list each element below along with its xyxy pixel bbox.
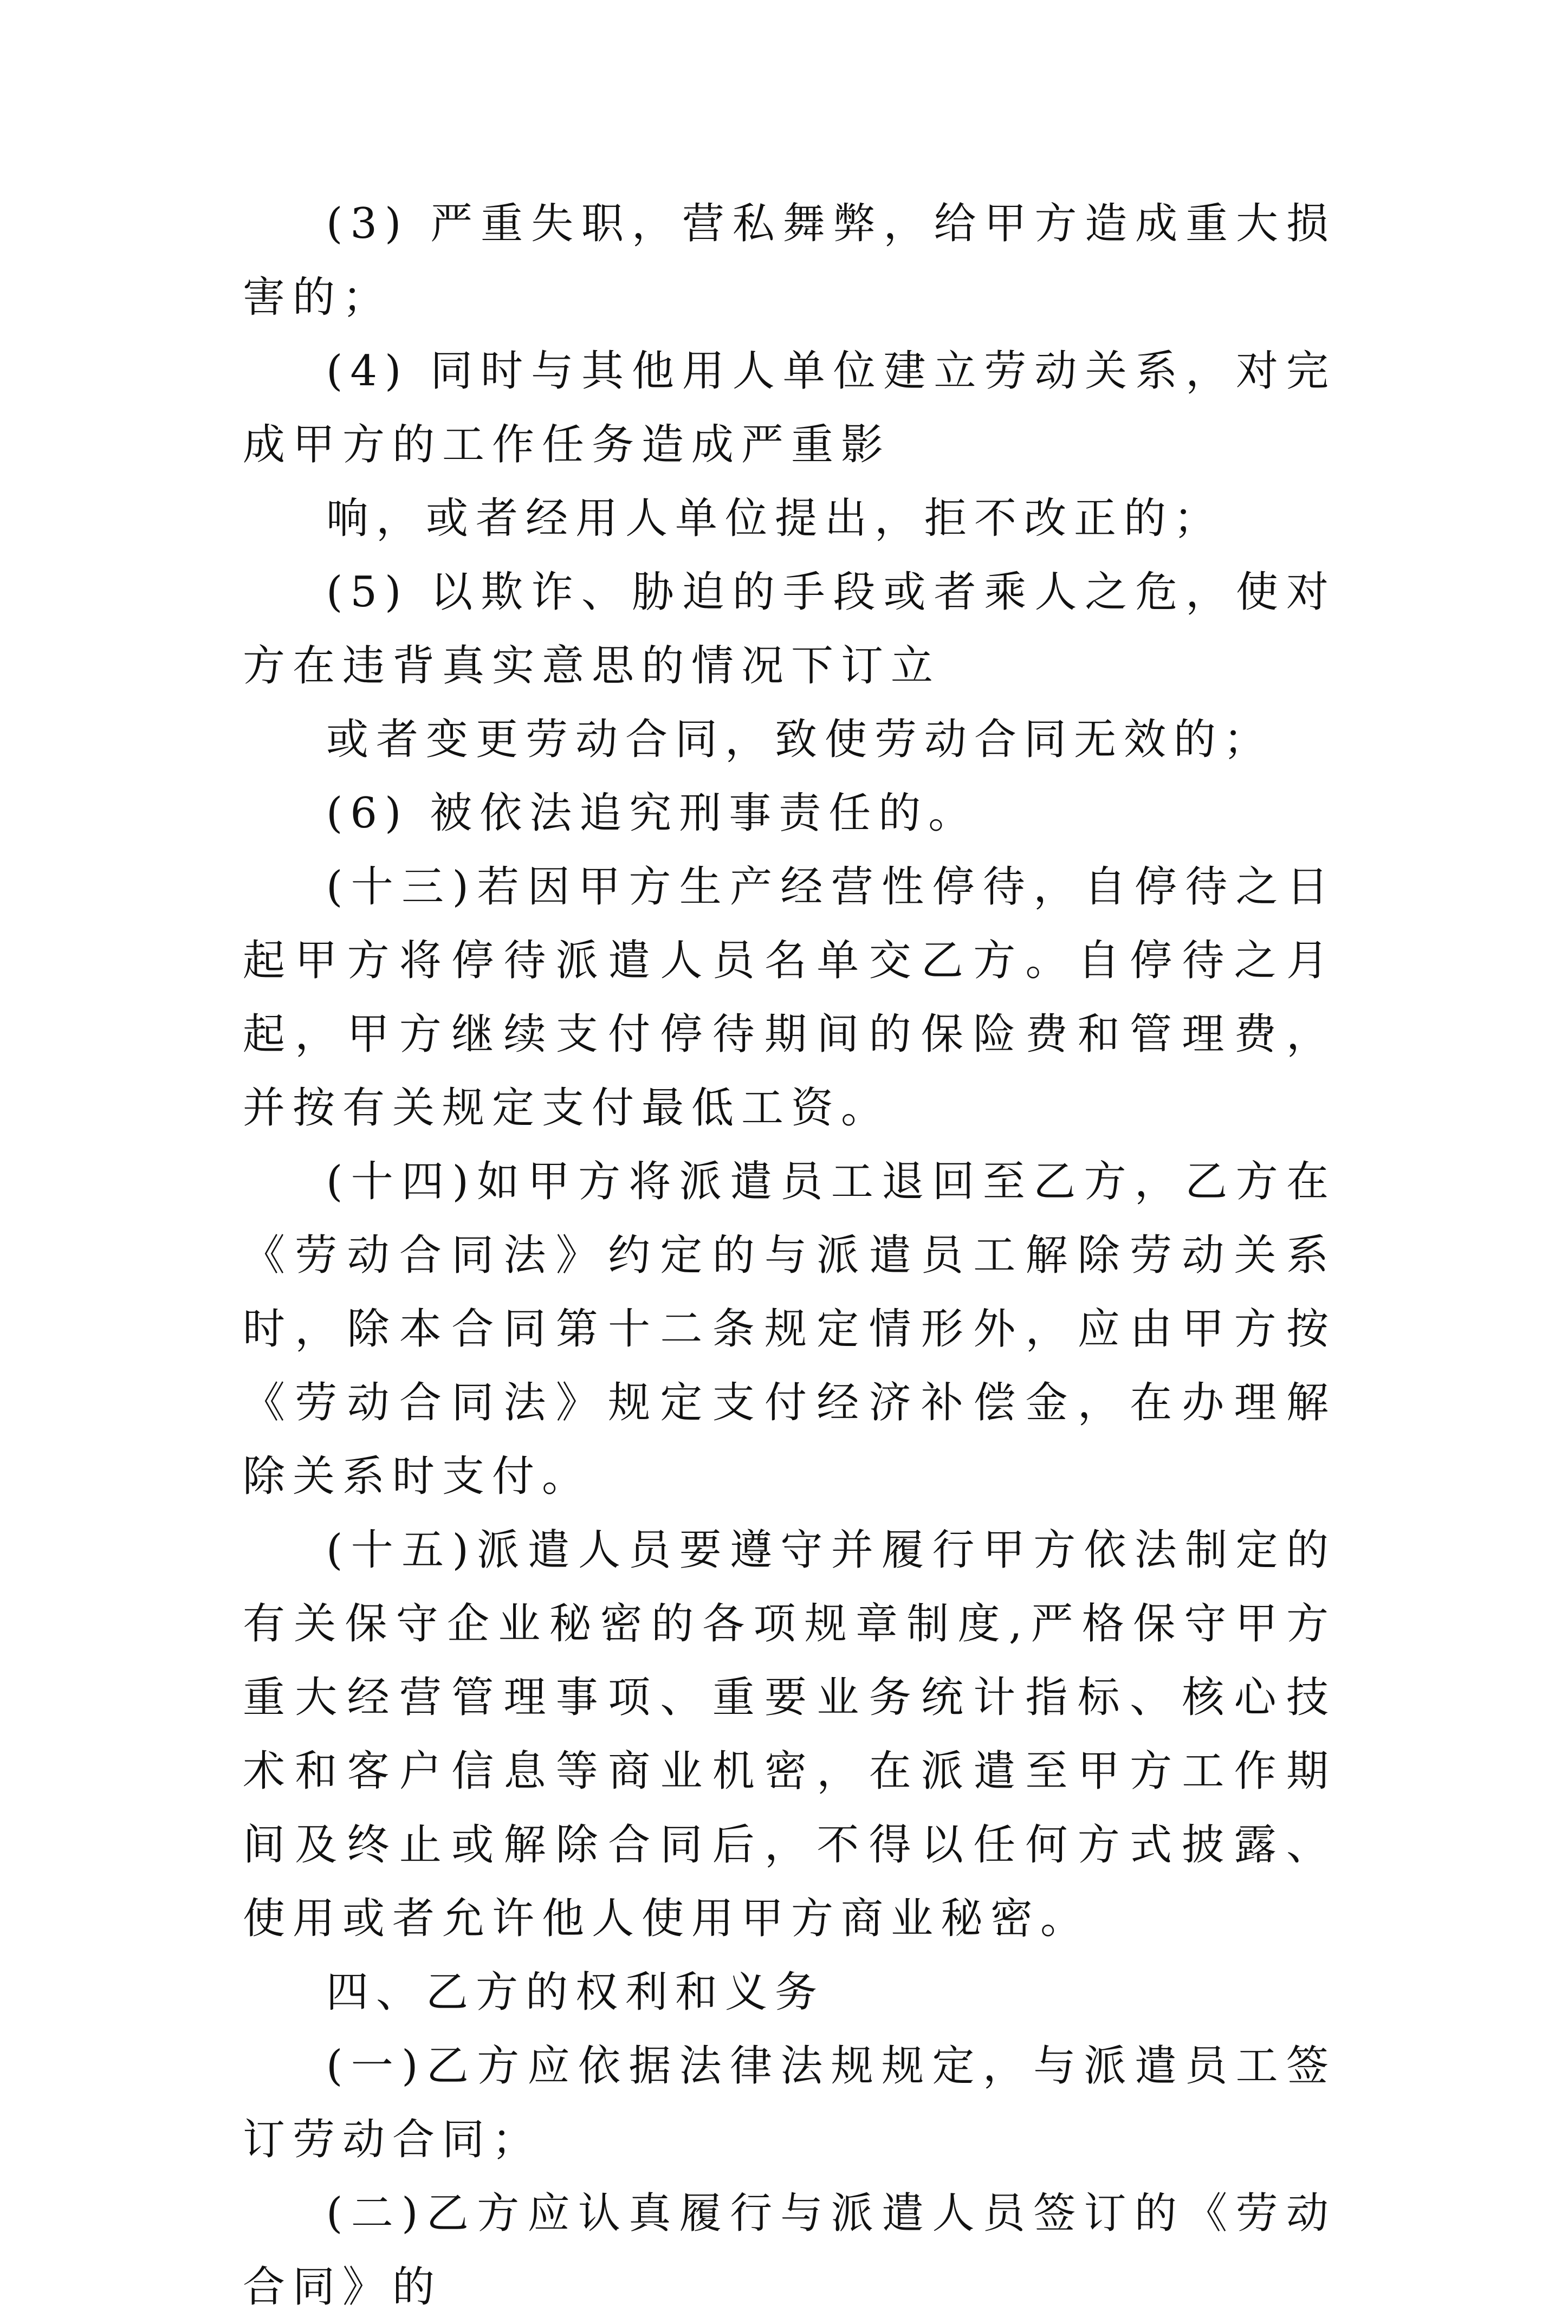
clause-3: (3) 严重失职，营私舞弊，给甲方造成重大损害的； (243, 199, 1336, 322)
clause-6: (6) 被依法追究刑事责任的。 (326, 789, 979, 838)
party-b-item-2: (二)乙方应认真履行与派遣人员签订的《劳动合同》的 (243, 2189, 1336, 2312)
section-14: (十四)如甲方将派遣员工退回至乙方，乙方在《劳动合同法》约定的与派遣员工解除劳动关系时，除本合同第十二条规定情形外，应由甲方按《劳动合同法》规定支付经济补偿金，在办理解除关系时支付。 (243, 1157, 1336, 1501)
clause-5: (5) 以欺诈、胁迫的手段或者乘人之危，使对方在违背真实意思的情况下订立 (243, 568, 1336, 690)
clause-5-continued: 或者变更劳动合同，致使劳动合同无效的； (326, 715, 1274, 764)
clause-4-continued: 响，或者经用人单位提出，拒不改正的； (326, 494, 1224, 543)
party-b-item-1: (一)乙方应依据法律法规规定，与派遣员工签订劳动合同； (243, 2042, 1336, 2164)
section-13: (十三)若因甲方生产经营性停待，自停待之日起甲方将停待派遣人员名单交乙方。自停待之月起，甲方继续支付停待期间的保险费和管理费，并按有关规定支付最低工资。 (243, 863, 1336, 1132)
clause-4: (4) 同时与其他用人单位建立劳动关系，对完成甲方的工作任务造成严重影 (243, 347, 1336, 469)
section-15: (十五)派遣人员要遵守并履行甲方依法制定的有关保守企业秘密的各项规章制度,严格保守甲方重大经营管理事项、重要业务统计指标、核心技术和客户信息等商业机密，在派遣至甲方工作期间及终止或解除合同后，不得以任何方式披露、使用或者允许他人使用甲方商业秘密。 (243, 1526, 1336, 1943)
heading-party-b-rights: 四、乙方的权利和义务 (326, 1968, 825, 2017)
document-body (243, 187, 1336, 2324)
